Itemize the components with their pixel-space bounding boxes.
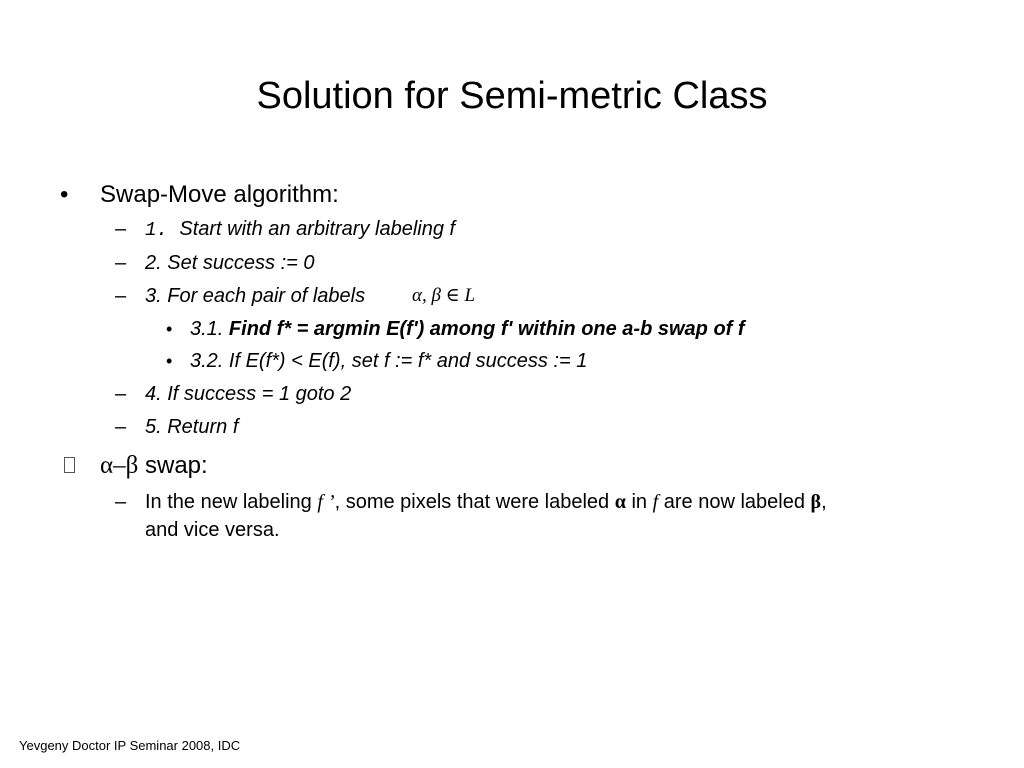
alpha-beta-description-line-2: and vice versa.: [145, 519, 280, 541]
swap-label: swap:: [145, 452, 208, 479]
slide-footer: Yevgeny Doctor IP Seminar 2008, IDC: [19, 738, 241, 753]
step-1: [145, 216, 455, 243]
beta-symbol: β: [810, 491, 822, 513]
step-4: 4. If success = 1 goto 2: [145, 383, 352, 405]
desc-text: ,: [821, 491, 827, 513]
bullet-dot: •: [60, 181, 69, 208]
f-prime-symbol: f ’: [317, 491, 335, 513]
step-5: 5. Return f: [145, 416, 239, 438]
step-2: 2. Set success := 0: [145, 252, 315, 274]
dash-bullet: –: [115, 491, 127, 513]
step-1-number: 1.: [145, 219, 168, 241]
dash-bullet: –: [115, 383, 127, 405]
dash-bullet: –: [115, 285, 127, 307]
alpha-symbol: α: [614, 491, 626, 513]
alpha-beta-in-L-formula: α, β ∈ L: [412, 285, 476, 306]
sub-bullet-dot: •: [166, 319, 173, 339]
desc-text: in: [631, 491, 648, 513]
desc-text: , some pixels that were labeled: [334, 491, 610, 513]
step-3-1-prefix: 3.1.: [190, 318, 224, 340]
missing-glyph-bullet-icon: [64, 457, 75, 473]
desc-text: In the new labeling: [145, 491, 312, 513]
slide-title: Solution for Semi-metric Class: [256, 75, 768, 117]
step-1-text: Start with an arbitrary labeling f: [179, 218, 456, 240]
swap-move-heading: Swap-Move algorithm:: [100, 181, 339, 208]
desc-text: are now labeled: [663, 491, 805, 513]
alpha-beta-symbol: α–β: [100, 452, 139, 479]
step-3-1: [190, 316, 745, 342]
dash-bullet: –: [115, 416, 127, 438]
step-3-1-text: Find f* = argmin E(f') among f' within one a-b swap of f: [228, 318, 745, 340]
alpha-beta-swap-heading: [100, 451, 208, 481]
step-3: 3. For each pair of labels: [145, 285, 366, 307]
dash-bullet: –: [115, 252, 127, 274]
step-3-2: 3.2. If E(f*) < E(f), set f := f* and success := 1: [190, 350, 588, 372]
f-symbol: f: [652, 491, 659, 513]
alpha-beta-description: [145, 489, 827, 515]
sub-bullet-dot: •: [166, 351, 173, 371]
dash-bullet: –: [115, 218, 127, 240]
